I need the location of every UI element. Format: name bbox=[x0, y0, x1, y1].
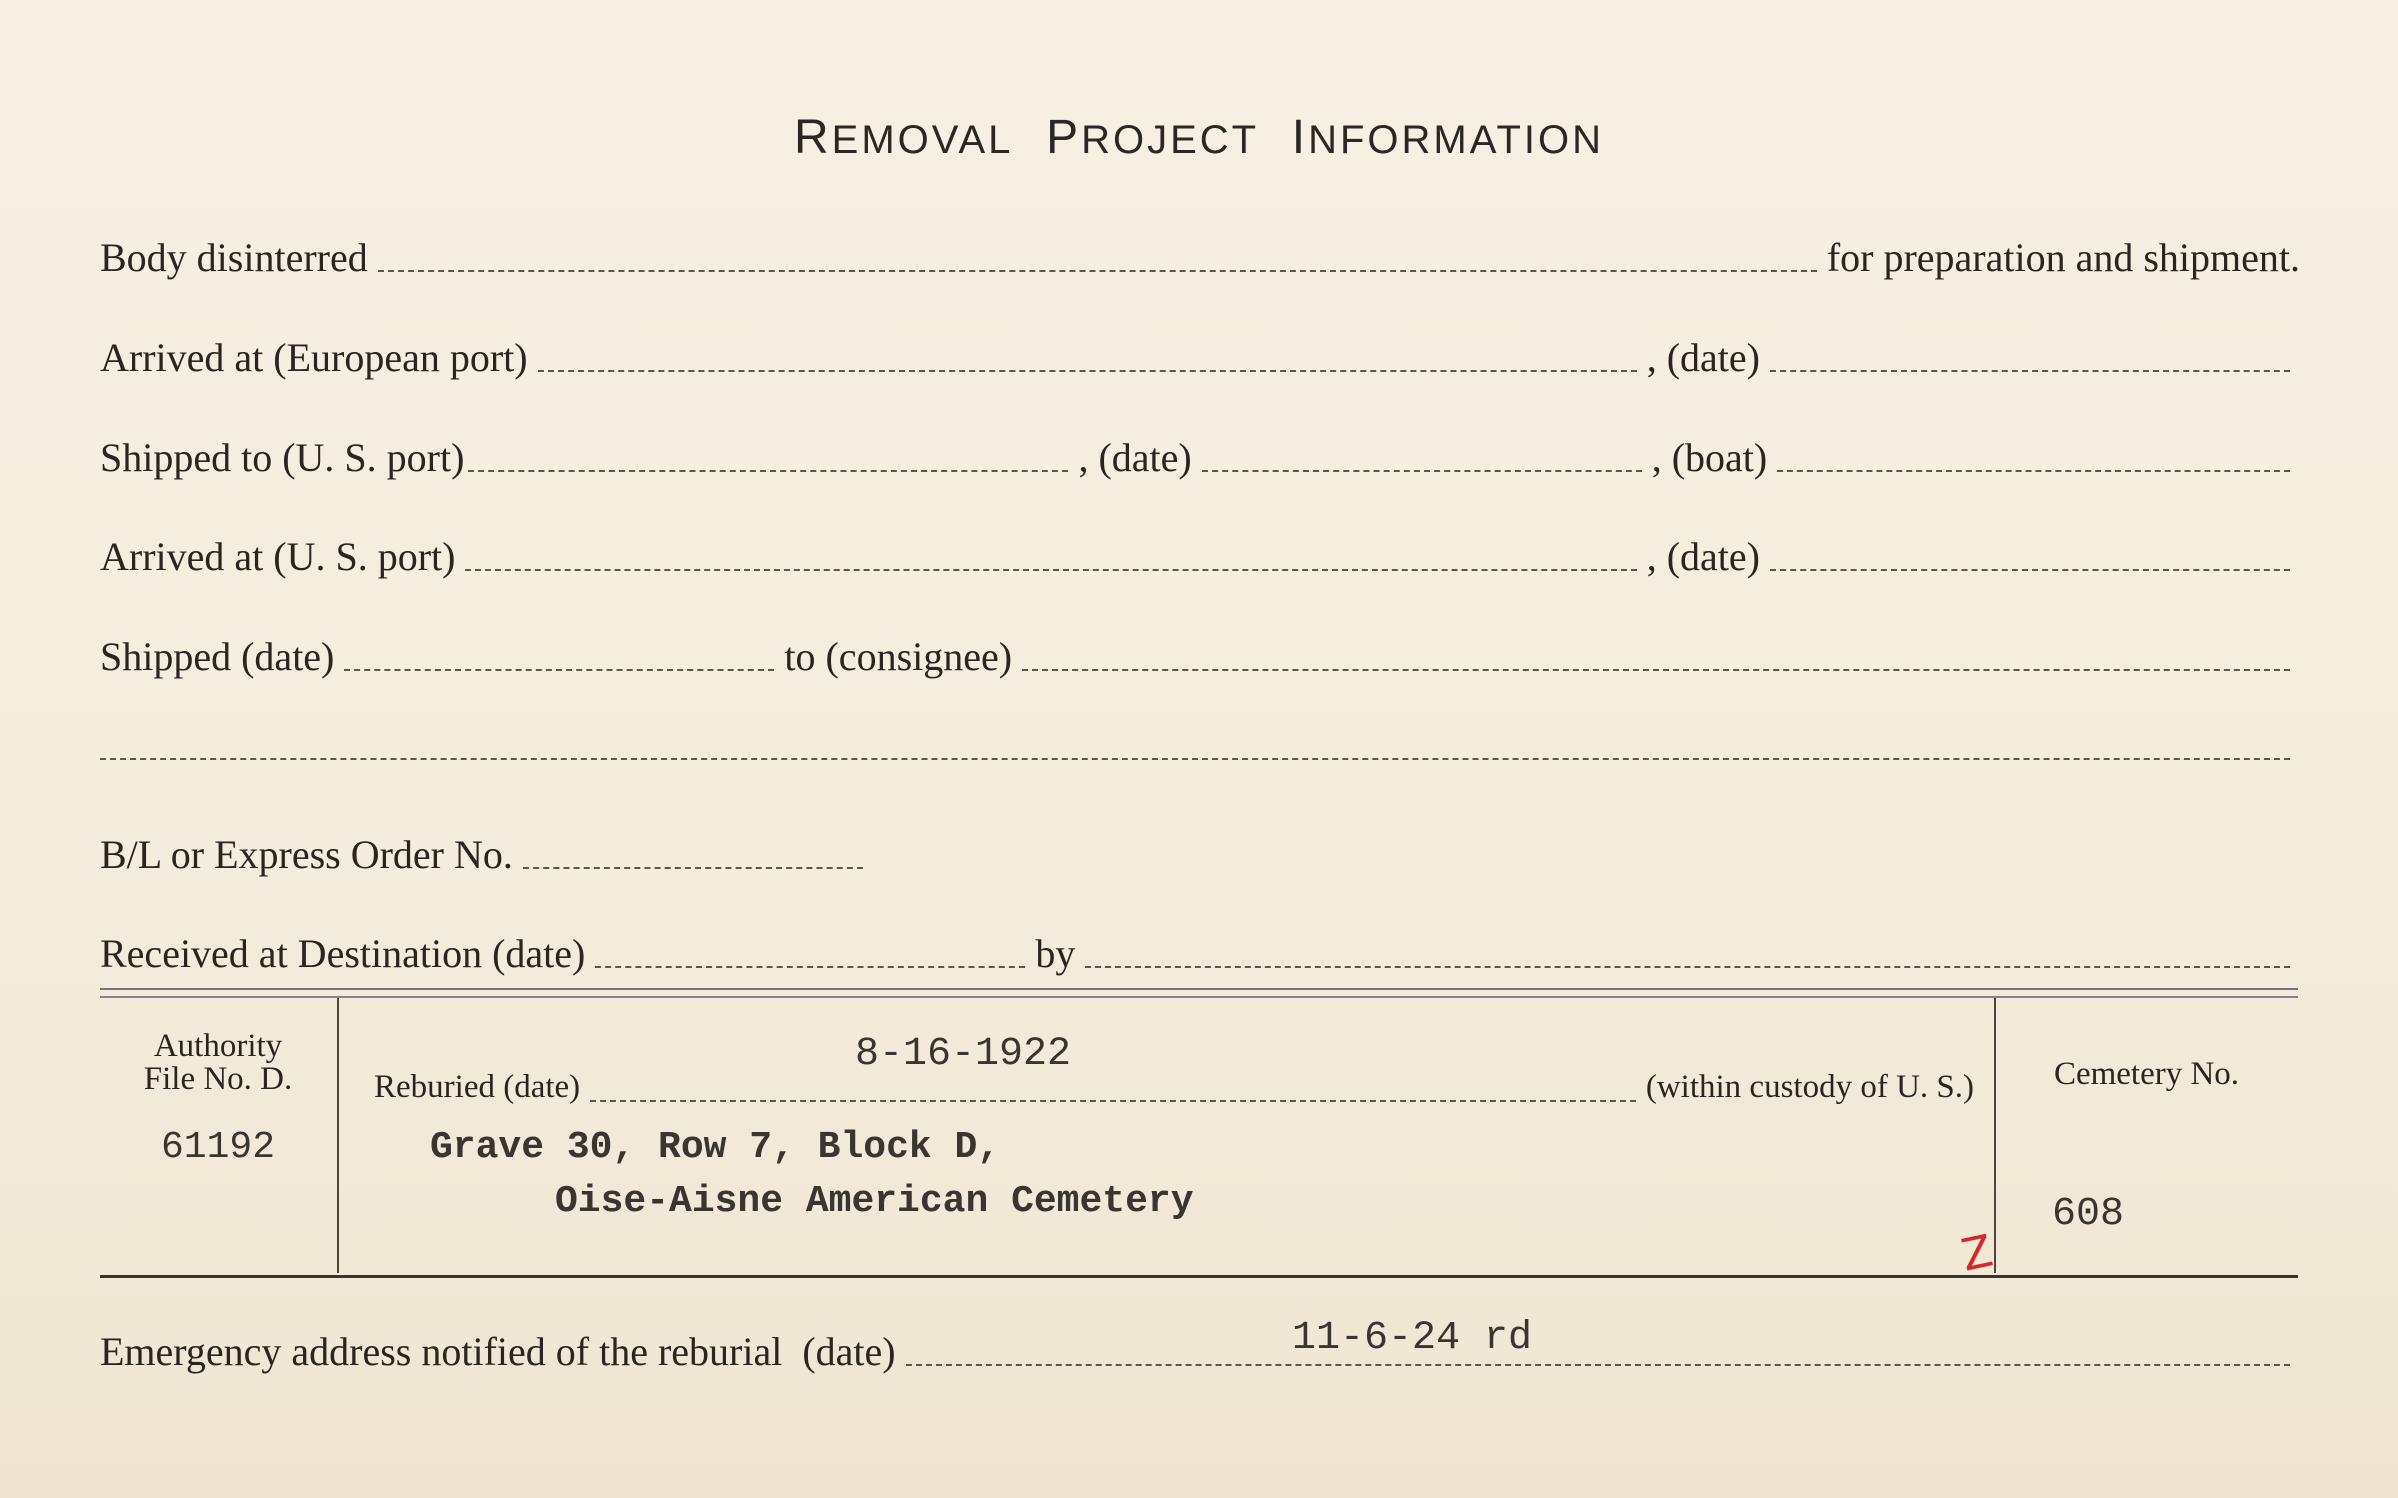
date-label: , (date) bbox=[1646, 534, 1760, 579]
box-divider-right bbox=[1994, 998, 1996, 1273]
bl-label: B/L or Express Order No. bbox=[100, 832, 513, 877]
shipped-date-field[interactable] bbox=[1202, 470, 1642, 472]
boat-field[interactable] bbox=[1777, 470, 2290, 472]
shipped-date-field[interactable] bbox=[344, 669, 774, 671]
form-title bbox=[0, 110, 2398, 165]
european-port-field[interactable] bbox=[538, 370, 1637, 372]
row-shipped-us bbox=[100, 418, 2300, 478]
bl-field[interactable] bbox=[523, 867, 863, 869]
row-consignee-continued bbox=[100, 706, 2300, 766]
shipped-us-label: Shipped to (U. S. port) bbox=[100, 435, 465, 480]
row-arrived-european bbox=[100, 318, 2300, 378]
title-text: P bbox=[1046, 111, 1082, 164]
consignee-continued-field[interactable] bbox=[100, 758, 2290, 760]
reburied-row bbox=[374, 1056, 1974, 1106]
arrived-us-date-field[interactable] bbox=[1770, 569, 2290, 571]
cemetery-value: 608 bbox=[2052, 1192, 2125, 1237]
shipped-date-label: Shipped (date) bbox=[100, 634, 335, 679]
row-body-disinterred bbox=[100, 218, 2300, 278]
box-top-rule bbox=[100, 988, 2298, 990]
row-bl bbox=[100, 815, 2300, 875]
authority-label-line1: Authority bbox=[153, 1028, 283, 1064]
grave-location-line2: Oise-Aisne American Cemetery bbox=[555, 1180, 1194, 1223]
received-label: Received at Destination (date) bbox=[100, 931, 586, 976]
row-received bbox=[100, 914, 2300, 974]
consignee-field[interactable] bbox=[1022, 669, 2290, 671]
received-date-field[interactable] bbox=[595, 966, 1025, 968]
us-port-field[interactable] bbox=[468, 470, 1068, 472]
emergency-date-field[interactable] bbox=[906, 1364, 2290, 1366]
date-label: , (date) bbox=[1646, 335, 1760, 380]
row-shipped-consignee bbox=[100, 617, 2300, 677]
authority-label-line2: File No. D. bbox=[143, 1061, 293, 1097]
box-divider-left bbox=[337, 998, 339, 1273]
by-label: by bbox=[1035, 931, 1076, 976]
title-text: I bbox=[1291, 111, 1309, 164]
reburied-label: Reburied (date) bbox=[374, 1069, 581, 1105]
cemetery-label: Cemetery No. bbox=[2053, 1056, 2240, 1092]
arrived-european-label: Arrived at (European port) bbox=[100, 335, 528, 380]
reburied-date-field[interactable] bbox=[590, 1100, 1636, 1102]
received-by-field[interactable] bbox=[1085, 966, 2290, 968]
body-disinterred-field[interactable] bbox=[378, 270, 1817, 272]
row-arrived-us bbox=[100, 517, 2300, 577]
reburied-date-value: 8-16-1922 bbox=[855, 1032, 1072, 1077]
date-label: , (date) bbox=[1078, 435, 1192, 480]
title-text: ROJECT bbox=[1081, 118, 1260, 162]
box-top-rule-inner bbox=[100, 996, 2298, 998]
emergency-date-value: 11-6-24 rd bbox=[1292, 1316, 1533, 1361]
custody-label: (within custody of U. S.) bbox=[1645, 1069, 1974, 1105]
consignee-label: to (consignee) bbox=[784, 634, 1013, 679]
row-emergency bbox=[100, 1312, 2300, 1372]
title-text: R bbox=[793, 111, 832, 164]
arrived-us-label: Arrived at (U. S. port) bbox=[100, 534, 456, 579]
authority-file-value: 61192 bbox=[160, 1126, 276, 1169]
european-date-field[interactable] bbox=[1770, 370, 2290, 372]
emergency-label: Emergency address notified of the reburial (date) bbox=[100, 1329, 896, 1374]
grave-location-line1: Grave 30, Row 7, Block D, bbox=[430, 1126, 1001, 1169]
authority-label bbox=[100, 1030, 336, 1096]
body-disinterred-label: Body disinterred bbox=[100, 235, 368, 280]
arrived-us-port-field[interactable] bbox=[465, 569, 1636, 571]
preparation-shipment-label: for preparation and shipment. bbox=[1826, 235, 2300, 280]
red-check-mark: Z bbox=[1957, 1225, 1998, 1282]
title-text: NFORMATION bbox=[1308, 118, 1605, 162]
title-text: EMOVAL bbox=[831, 118, 1014, 162]
boat-label: , (boat) bbox=[1651, 435, 1768, 480]
